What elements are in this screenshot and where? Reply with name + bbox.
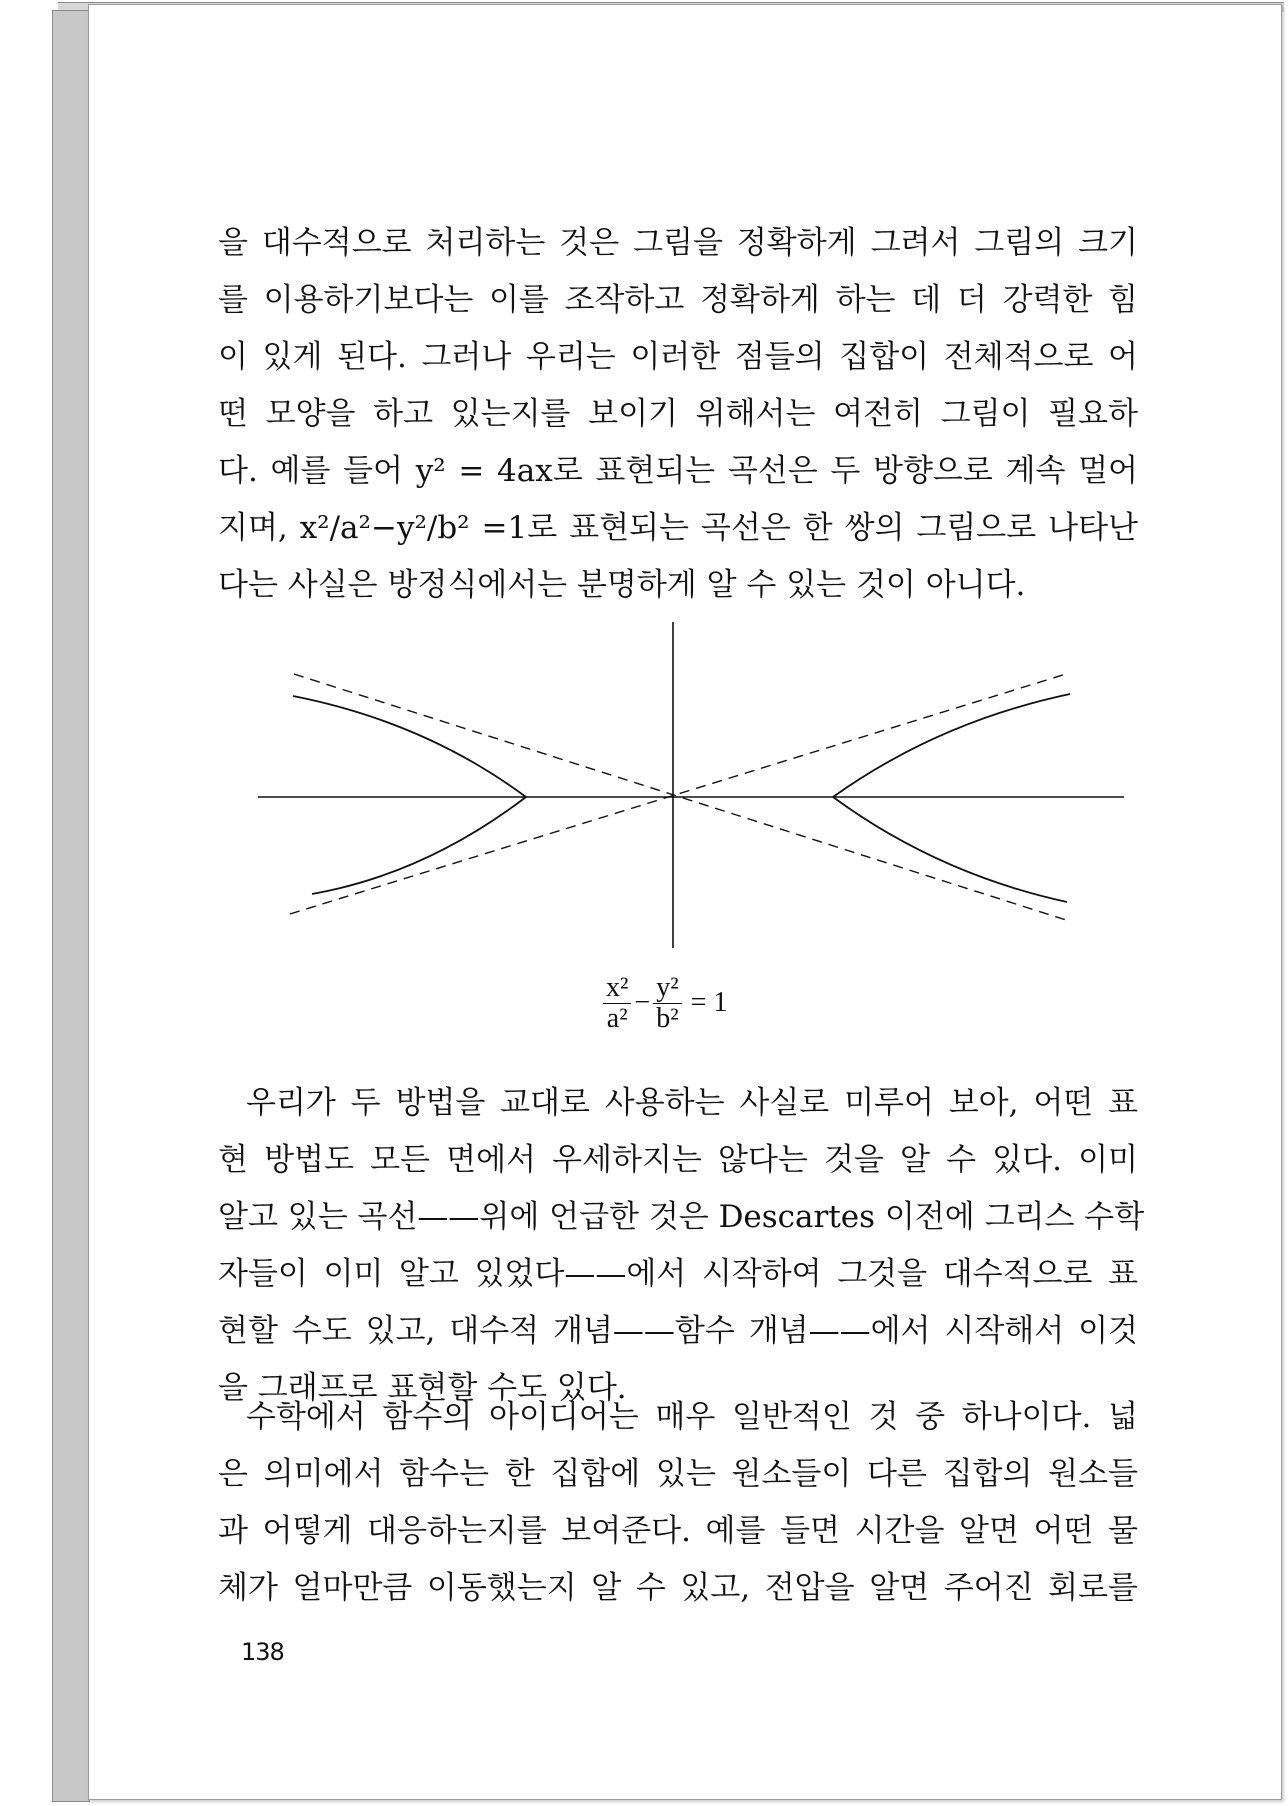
text-line: 은 의미에서 함수는 한 집합에 있는 원소들이 다른 집합의 원소들 <box>218 1456 1138 1492</box>
hyperbola-right-branch <box>833 694 1070 902</box>
fraction-y <box>653 973 681 1034</box>
hyperbola-equation <box>600 968 727 1038</box>
text-line: 수학에서 함수의 아이디어는 매우 일반적인 것 중 하나이다. 넓 <box>246 1399 1138 1435</box>
text-line: 떤 모양을 하고 있는지를 보이기 위해서는 여전히 그림이 필요하 <box>218 396 1138 432</box>
text-line: 과 어떻게 대응하는지를 보여준다. 예를 들면 시간을 알면 어떤 물 <box>218 1513 1138 1549</box>
equals-one: = 1 <box>690 987 728 1018</box>
fraction-x <box>603 973 631 1034</box>
hyperbola-left-branch <box>293 696 526 894</box>
page-number: 138 <box>241 1638 284 1666</box>
minus-sign: − <box>634 987 651 1018</box>
text-line: 다. 예를 들어 y² = 4ax로 표현되는 곡선은 두 방향으로 계속 멀어 <box>218 453 1138 489</box>
paragraph-1 <box>218 215 1138 614</box>
text-line: 체가 얼마만큼 이동했는지 알 수 있고, 전압을 알면 주어진 회로를 <box>218 1570 1138 1606</box>
numerator-x: x² <box>603 973 631 1004</box>
text-line: 를 이용하기보다는 이를 조작하고 정확하게 하는 데 더 강력한 힘 <box>218 282 1138 318</box>
numerator-y: y² <box>653 973 681 1004</box>
text-line: 현 방법도 모든 면에서 우세하지는 않다는 것을 알 수 있다. 이미 <box>218 1142 1138 1178</box>
text-line: 을 대수적으로 처리하는 것은 그림을 정확하게 그려서 그림의 크기 <box>218 225 1138 261</box>
book-spine <box>52 10 90 1802</box>
text-line: 이 있게 된다. 그러나 우리는 이러한 점들의 집합이 전체적으로 어 <box>218 339 1138 375</box>
paragraph-2 <box>218 1075 1145 1417</box>
denominator-a: a² <box>606 1002 628 1034</box>
text-line: 지며, x²/a²−y²/b² =1로 표현되는 곡선은 한 쌍의 그림으로 나타난 <box>218 510 1138 546</box>
text-line: 우리가 두 방법을 교대로 사용하는 사실로 미루어 보아, 어떤 표 <box>246 1085 1138 1121</box>
paragraph-3 <box>218 1389 1138 1617</box>
text-line: 현할 수도 있고, 대수적 개념——함수 개념——에서 시작해서 이것 <box>218 1313 1138 1349</box>
hyperbola-figure <box>250 618 1130 948</box>
denominator-b: b² <box>656 1002 679 1034</box>
text-line: 알고 있는 곡선——위에 언급한 것은 Descartes 이전에 그리스 수학 <box>218 1199 1145 1235</box>
asymptote-2 <box>290 674 1066 914</box>
text-line: 자들이 이미 알고 있었다——에서 시작하여 그것을 대수적으로 표 <box>218 1256 1138 1292</box>
text-line: 다는 사실은 방정식에서는 분명하게 알 수 있는 것이 아니다. <box>218 567 1026 603</box>
text-line: 을 그래프로 표현할 수도 있다. <box>218 1370 627 1406</box>
